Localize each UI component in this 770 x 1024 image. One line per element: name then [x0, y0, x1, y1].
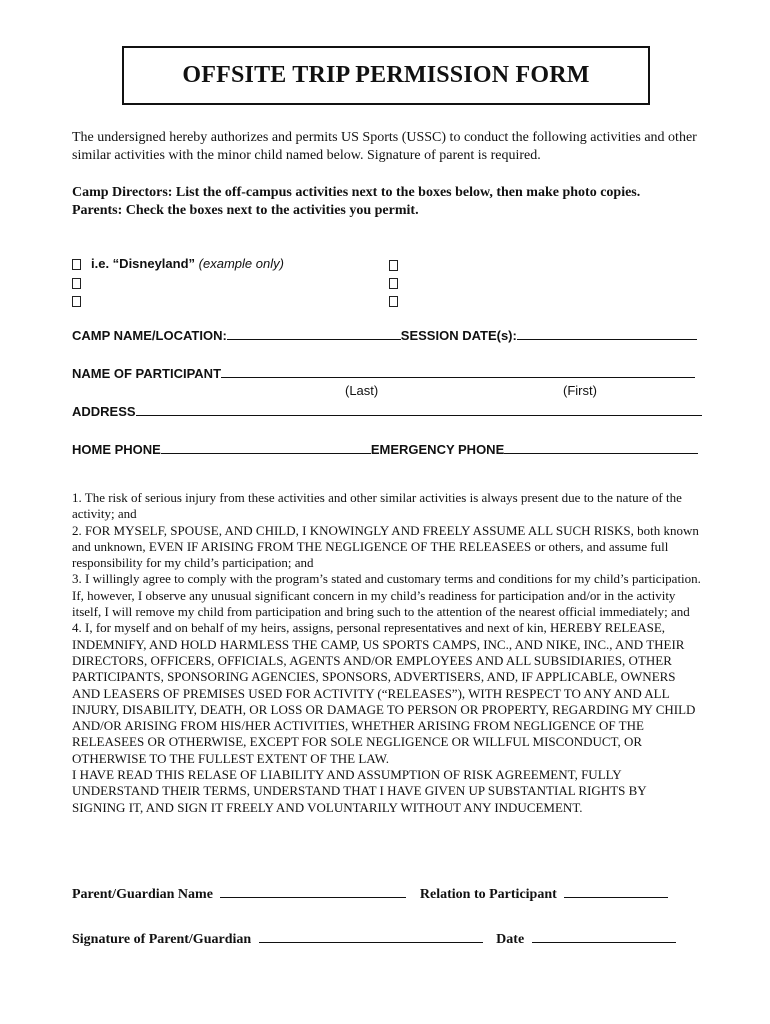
home-phone-field[interactable] — [161, 440, 371, 454]
activity-row-3-left — [72, 291, 81, 308]
term-2: 2. FOR MYSELF, SPOUSE, AND CHILD, I KNOWINGLY AND FREELY ASSUME ALL SUCH RISKS, both known and unknown, EVEN IF ARISING FROM THE NEGLIGENCE OF THE RELEASEES or others, and assume full responsibility for my child’s participation; and — [72, 522, 699, 571]
address-field[interactable] — [136, 402, 702, 416]
guardian-name-label: Parent/Guardian Name — [72, 887, 213, 902]
acknowledgement: I HAVE READ THIS RELASE OF LIABILITY AND ASSUMPTION OF RISK AGREEMENT, FULLY UNDERSTAND THEIR TERMS, UNDERSTAND THAT I HAVE GIVEN UP SUBSTANTIAL RIGHTS BY SIGNING IT, AND SIGN IT FREELY AND VOLUNTARILY WITHOUT ANY INDUCEMENT. — [72, 767, 647, 815]
home-phone-label: HOME PHONE — [72, 442, 161, 457]
form-title: OFFSITE TRIP PERMISSION FORM — [182, 62, 590, 88]
session-dates-field[interactable] — [517, 326, 697, 340]
activity-row-3-right — [389, 291, 398, 308]
guardian-name-field[interactable] — [220, 884, 406, 898]
form-title-box — [122, 46, 650, 105]
relation-label: Relation to Participant — [419, 887, 557, 902]
relation-field[interactable] — [564, 884, 668, 898]
signature-row — [72, 929, 676, 949]
participant-name-row — [72, 364, 695, 382]
emergency-phone-label: EMERGENCY PHONE — [370, 442, 505, 457]
phone-row — [72, 440, 698, 458]
term-3: 3. I willingly agree to comply with the program’s stated and customary terms and conditions for my child’s participation. If, however, I observe any unusual significant concern in my child’s readiness for participation and/or in the activity itself, I will remove my child from participation and bring such to the attention of the nearest official immediately; and — [72, 571, 701, 620]
address-row — [72, 402, 702, 420]
signature-field[interactable] — [259, 929, 483, 943]
activity-row-2-left — [72, 273, 81, 290]
activity-checkbox[interactable] — [389, 260, 398, 271]
date-field[interactable] — [532, 929, 676, 943]
camp-directors-instruction: Camp Directors: List the off-campus activities next to the boxes below, then make photo copies. — [72, 185, 641, 200]
camp-session-row — [72, 326, 697, 344]
activity-row-1-right — [389, 255, 398, 272]
address-label: ADDRESS — [72, 404, 136, 419]
term-1: 1. The risk of serious injury from these activities and other similar activities is always present due to the nature of the activity; and — [72, 490, 682, 522]
participant-name-field[interactable] — [221, 364, 695, 378]
activity-checkbox[interactable] — [72, 259, 81, 270]
activity-checkbox[interactable] — [72, 278, 81, 289]
intro-paragraph: The undersigned hereby authorizes and permits US Sports (USSC) to conduct the following activities and other similar activities with the minor child named below. Signature of parent is required. — [72, 130, 697, 163]
activity-example-note: (example only) — [198, 256, 284, 271]
session-dates-label: SESSION DATE(s): — [400, 328, 517, 343]
activity-checkbox[interactable] — [389, 278, 398, 289]
last-name-caption: (Last) — [345, 383, 379, 398]
first-name-caption: (First) — [563, 383, 597, 398]
signature-label: Signature of Parent/Guardian — [72, 932, 252, 947]
participant-name-label: NAME OF PARTICIPANT — [72, 366, 222, 381]
camp-name-label: CAMP NAME/LOCATION: — [72, 328, 227, 343]
activity-example-label: i.e. “Disneyland” — [91, 256, 196, 271]
activity-checkbox[interactable] — [389, 296, 398, 307]
term-4: 4. I, for myself and on behalf of my heirs, assigns, personal representatives and next of kin, HEREBY RELEASE, INDEMNIFY, AND HOLD HARMLESS THE CAMP, US SPORTS CAMPS, INC., AND NIKE, INC., AND THEIR DIRECTORS, OFFICERS, OFFICIALS, AGENTS AND/OR EMPLOYEES AND ALL SUBSIDIARIES, OTHER PARTICIPANTS, SPONSORING AGENCIES, SPONSORS, ADVERTISERS, AND, IF APPLICABLE, OWNERS AND LEASERS OF PREMISES USED FOR ACTIVITY (“RELEASES”), WITH RESPECT TO ANY AND ALL INJURY, DISABILITY, DEATH, OR LOSS OR DAMAGE TO PERSON OR PROPERTY, REGARDING MY CHILD AND/OR ARISING FROM HIS/HER ACTIVITIES, WHETHER ARISING FROM NEGLIGENCE OF THE RELEASEES OR OTHERWISE, EXCEPT FOR SOLE NEGLIGENCE OR WILLFUL MISCONDUCT, OR OTHERWISE TO THE FULLEST EXTENT OF THE LAW. — [72, 620, 696, 766]
emergency-phone-field[interactable] — [504, 440, 698, 454]
activity-checkbox[interactable] — [72, 296, 81, 307]
camp-name-field[interactable] — [227, 326, 401, 340]
parents-instruction: Parents: Check the boxes next to the activities you permit. — [72, 203, 419, 218]
activity-row-1-left — [72, 255, 284, 272]
release-terms — [72, 490, 702, 816]
guardian-name-row — [72, 884, 668, 904]
instructions — [72, 184, 640, 220]
activity-row-2-right — [389, 273, 398, 290]
date-label: Date — [496, 932, 525, 947]
